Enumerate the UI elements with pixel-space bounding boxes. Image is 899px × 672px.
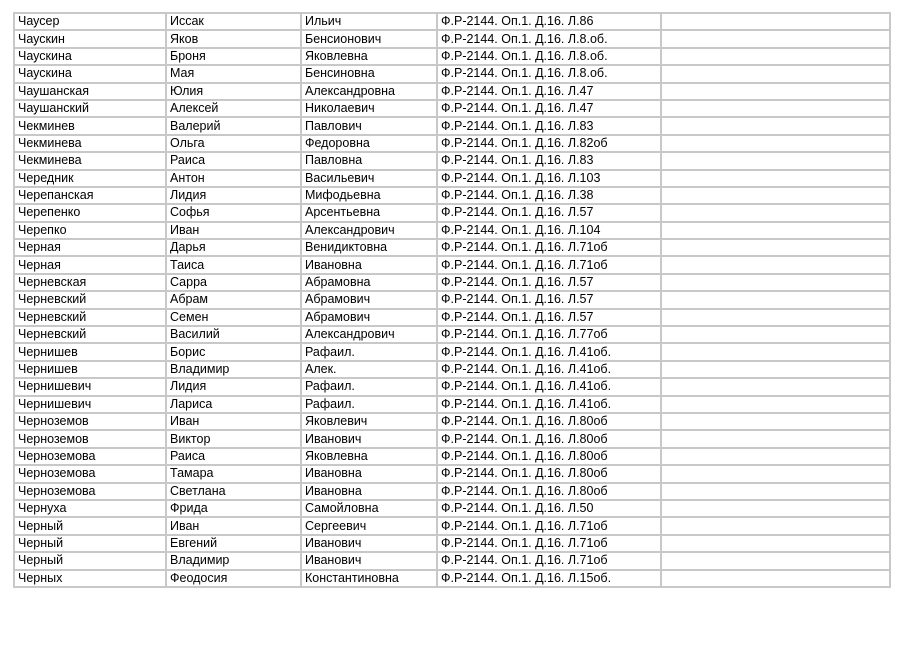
empty-cell	[661, 483, 890, 500]
surname-cell: Чернишевич	[14, 396, 166, 413]
surname-cell: Чернуха	[14, 500, 166, 517]
table-row	[14, 361, 890, 378]
table-row	[14, 187, 890, 204]
patronymic-cell: Рафаил.	[301, 396, 437, 413]
empty-cell	[661, 274, 890, 291]
patronymic-cell: Васильевич	[301, 170, 437, 187]
archive-reference-cell: Ф.Р-2144. Оп.1. Д.16. Л.71об	[437, 552, 661, 569]
empty-cell	[661, 152, 890, 169]
empty-cell	[661, 30, 890, 47]
archive-reference-cell: Ф.Р-2144. Оп.1. Д.16. Л.80об	[437, 483, 661, 500]
given-name-cell: Иссак	[166, 13, 301, 30]
table-row	[14, 378, 890, 395]
surname-cell: Черноземов	[14, 413, 166, 430]
table-row	[14, 100, 890, 117]
table-row	[14, 204, 890, 221]
patronymic-cell: Абрамовна	[301, 274, 437, 291]
archive-reference-cell: Ф.Р-2144. Оп.1. Д.16. Л.77об	[437, 326, 661, 343]
table-row	[14, 256, 890, 273]
table-row	[14, 430, 890, 447]
patronymic-cell: Александровна	[301, 83, 437, 100]
surname-cell: Черный	[14, 535, 166, 552]
table-row	[14, 552, 890, 569]
given-name-cell: Антон	[166, 170, 301, 187]
surname-cell: Черноземова	[14, 465, 166, 482]
given-name-cell: Валерий	[166, 117, 301, 134]
empty-cell	[661, 291, 890, 308]
empty-cell	[661, 204, 890, 221]
given-name-cell: Василий	[166, 326, 301, 343]
archive-reference-cell: Ф.Р-2144. Оп.1. Д.16. Л.71об	[437, 256, 661, 273]
surname-cell: Чернишев	[14, 361, 166, 378]
surname-cell: Черноземова	[14, 483, 166, 500]
given-name-cell: Иван	[166, 222, 301, 239]
archive-reference-cell: Ф.Р-2144. Оп.1. Д.16. Л.71об	[437, 239, 661, 256]
surname-cell: Чаусер	[14, 13, 166, 30]
patronymic-cell: Абрамович	[301, 291, 437, 308]
empty-cell	[661, 48, 890, 65]
given-name-cell: Мая	[166, 65, 301, 82]
given-name-cell: Яков	[166, 30, 301, 47]
empty-cell	[661, 117, 890, 134]
table-row	[14, 239, 890, 256]
table-row	[14, 413, 890, 430]
table-row	[14, 170, 890, 187]
archive-reference-cell: Ф.Р-2144. Оп.1. Д.16. Л.41об.	[437, 378, 661, 395]
archive-reference-cell: Ф.Р-2144. Оп.1. Д.16. Л.82об	[437, 135, 661, 152]
table-row	[14, 13, 890, 30]
surname-cell: Черневский	[14, 291, 166, 308]
empty-cell	[661, 187, 890, 204]
empty-cell	[661, 396, 890, 413]
surname-cell: Чередник	[14, 170, 166, 187]
surname-cell: Чаушанский	[14, 100, 166, 117]
surname-cell: Черный	[14, 552, 166, 569]
records-table	[13, 12, 891, 588]
table-row	[14, 326, 890, 343]
patronymic-cell: Иванович	[301, 535, 437, 552]
archive-reference-cell: Ф.Р-2144. Оп.1. Д.16. Л.57	[437, 204, 661, 221]
archive-reference-cell: Ф.Р-2144. Оп.1. Д.16. Л.8.об.	[437, 65, 661, 82]
surname-cell: Черноземова	[14, 448, 166, 465]
patronymic-cell: Александрович	[301, 326, 437, 343]
table-row	[14, 222, 890, 239]
empty-cell	[661, 535, 890, 552]
surname-cell: Чекминев	[14, 117, 166, 134]
table-row	[14, 65, 890, 82]
given-name-cell: Фрида	[166, 500, 301, 517]
patronymic-cell: Яковлевна	[301, 48, 437, 65]
given-name-cell: Алексей	[166, 100, 301, 117]
given-name-cell: Софья	[166, 204, 301, 221]
archive-reference-cell: Ф.Р-2144. Оп.1. Д.16. Л.41об.	[437, 343, 661, 360]
surname-cell: Чаускина	[14, 48, 166, 65]
patronymic-cell: Сергеевич	[301, 517, 437, 534]
given-name-cell: Лидия	[166, 187, 301, 204]
archive-reference-cell: Ф.Р-2144. Оп.1. Д.16. Л.83	[437, 117, 661, 134]
given-name-cell: Иван	[166, 517, 301, 534]
patronymic-cell: Федоровна	[301, 135, 437, 152]
archive-reference-cell: Ф.Р-2144. Оп.1. Д.16. Л.8.об.	[437, 48, 661, 65]
archive-reference-cell: Ф.Р-2144. Оп.1. Д.16. Л.103	[437, 170, 661, 187]
empty-cell	[661, 65, 890, 82]
given-name-cell: Броня	[166, 48, 301, 65]
surname-cell: Черная	[14, 256, 166, 273]
archive-reference-cell: Ф.Р-2144. Оп.1. Д.16. Л.80об	[437, 413, 661, 430]
archive-reference-cell: Ф.Р-2144. Оп.1. Д.16. Л.104	[437, 222, 661, 239]
archive-reference-cell: Ф.Р-2144. Оп.1. Д.16. Л.47	[437, 83, 661, 100]
archive-reference-cell: Ф.Р-2144. Оп.1. Д.16. Л.47	[437, 100, 661, 117]
table-row	[14, 535, 890, 552]
empty-cell	[661, 500, 890, 517]
archive-reference-cell: Ф.Р-2144. Оп.1. Д.16. Л.83	[437, 152, 661, 169]
archive-reference-cell: Ф.Р-2144. Оп.1. Д.16. Л.71об	[437, 535, 661, 552]
archive-reference-cell: Ф.Р-2144. Оп.1. Д.16. Л.8.об.	[437, 30, 661, 47]
given-name-cell: Лидия	[166, 378, 301, 395]
surname-cell: Чернишевич	[14, 378, 166, 395]
empty-cell	[661, 448, 890, 465]
surname-cell: Чернишев	[14, 343, 166, 360]
archive-reference-cell: Ф.Р-2144. Оп.1. Д.16. Л.41об.	[437, 396, 661, 413]
surname-cell: Чаускин	[14, 30, 166, 47]
patronymic-cell: Ивановна	[301, 256, 437, 273]
table-row	[14, 48, 890, 65]
empty-cell	[661, 13, 890, 30]
surname-cell: Черневский	[14, 309, 166, 326]
patronymic-cell: Мифодьевна	[301, 187, 437, 204]
given-name-cell: Раиса	[166, 152, 301, 169]
archive-reference-cell: Ф.Р-2144. Оп.1. Д.16. Л.86	[437, 13, 661, 30]
table-row	[14, 500, 890, 517]
surname-cell: Черневский	[14, 326, 166, 343]
patronymic-cell: Константиновна	[301, 570, 437, 587]
empty-cell	[661, 83, 890, 100]
surname-cell: Чекминева	[14, 152, 166, 169]
table-row	[14, 117, 890, 134]
surname-cell: Черепенко	[14, 204, 166, 221]
patronymic-cell: Александрович	[301, 222, 437, 239]
table-row	[14, 517, 890, 534]
table-row	[14, 291, 890, 308]
archive-reference-cell: Ф.Р-2144. Оп.1. Д.16. Л.80об	[437, 448, 661, 465]
given-name-cell: Сарра	[166, 274, 301, 291]
given-name-cell: Владимир	[166, 361, 301, 378]
table-row	[14, 30, 890, 47]
patronymic-cell: Ильич	[301, 13, 437, 30]
archive-reference-cell: Ф.Р-2144. Оп.1. Д.16. Л.15об.	[437, 570, 661, 587]
surname-cell: Черный	[14, 517, 166, 534]
table-row	[14, 448, 890, 465]
empty-cell	[661, 343, 890, 360]
patronymic-cell: Алек.	[301, 361, 437, 378]
table-row	[14, 152, 890, 169]
surname-cell: Черепко	[14, 222, 166, 239]
empty-cell	[661, 361, 890, 378]
given-name-cell: Виктор	[166, 430, 301, 447]
empty-cell	[661, 239, 890, 256]
surname-cell: Чаушанская	[14, 83, 166, 100]
given-name-cell: Ольга	[166, 135, 301, 152]
table-row	[14, 309, 890, 326]
patronymic-cell: Арсентьевна	[301, 204, 437, 221]
empty-cell	[661, 552, 890, 569]
archive-reference-cell: Ф.Р-2144. Оп.1. Д.16. Л.50	[437, 500, 661, 517]
given-name-cell: Семен	[166, 309, 301, 326]
patronymic-cell: Самойловна	[301, 500, 437, 517]
table-row	[14, 343, 890, 360]
given-name-cell: Абрам	[166, 291, 301, 308]
empty-cell	[661, 100, 890, 117]
table-row	[14, 83, 890, 100]
empty-cell	[661, 517, 890, 534]
patronymic-cell: Павлович	[301, 117, 437, 134]
archive-reference-cell: Ф.Р-2144. Оп.1. Д.16. Л.57	[437, 291, 661, 308]
surname-cell: Чекминева	[14, 135, 166, 152]
table-row	[14, 465, 890, 482]
archive-reference-cell: Ф.Р-2144. Оп.1. Д.16. Л.41об.	[437, 361, 661, 378]
records-table-body	[14, 13, 890, 587]
patronymic-cell: Яковлевич	[301, 413, 437, 430]
given-name-cell: Борис	[166, 343, 301, 360]
table-row	[14, 274, 890, 291]
patronymic-cell: Рафаил.	[301, 378, 437, 395]
surname-cell: Черная	[14, 239, 166, 256]
surname-cell: Чаускина	[14, 65, 166, 82]
patronymic-cell: Венидиктовна	[301, 239, 437, 256]
given-name-cell: Лариса	[166, 396, 301, 413]
empty-cell	[661, 430, 890, 447]
table-row	[14, 396, 890, 413]
empty-cell	[661, 256, 890, 273]
archive-reference-cell: Ф.Р-2144. Оп.1. Д.16. Л.57	[437, 309, 661, 326]
given-name-cell: Евгений	[166, 535, 301, 552]
empty-cell	[661, 135, 890, 152]
given-name-cell: Светлана	[166, 483, 301, 500]
empty-cell	[661, 309, 890, 326]
surname-cell: Черневская	[14, 274, 166, 291]
surname-cell: Черноземов	[14, 430, 166, 447]
empty-cell	[661, 326, 890, 343]
given-name-cell: Раиса	[166, 448, 301, 465]
patronymic-cell: Иванович	[301, 430, 437, 447]
patronymic-cell: Бенсионович	[301, 30, 437, 47]
given-name-cell: Юлия	[166, 83, 301, 100]
patronymic-cell: Ивановна	[301, 465, 437, 482]
given-name-cell: Владимир	[166, 552, 301, 569]
table-row	[14, 483, 890, 500]
archive-reference-cell: Ф.Р-2144. Оп.1. Д.16. Л.80об	[437, 465, 661, 482]
given-name-cell: Иван	[166, 413, 301, 430]
patronymic-cell: Бенсиновна	[301, 65, 437, 82]
given-name-cell: Дарья	[166, 239, 301, 256]
given-name-cell: Таиса	[166, 256, 301, 273]
patronymic-cell: Яковлевна	[301, 448, 437, 465]
patronymic-cell: Абрамович	[301, 309, 437, 326]
table-row	[14, 135, 890, 152]
given-name-cell: Тамара	[166, 465, 301, 482]
surname-cell: Черных	[14, 570, 166, 587]
empty-cell	[661, 570, 890, 587]
patronymic-cell: Рафаил.	[301, 343, 437, 360]
empty-cell	[661, 170, 890, 187]
empty-cell	[661, 222, 890, 239]
surname-cell: Черепанская	[14, 187, 166, 204]
patronymic-cell: Павловна	[301, 152, 437, 169]
archive-reference-cell: Ф.Р-2144. Оп.1. Д.16. Л.38	[437, 187, 661, 204]
archive-reference-cell: Ф.Р-2144. Оп.1. Д.16. Л.57	[437, 274, 661, 291]
given-name-cell: Феодосия	[166, 570, 301, 587]
empty-cell	[661, 465, 890, 482]
table-row	[14, 570, 890, 587]
patronymic-cell: Николаевич	[301, 100, 437, 117]
archive-reference-cell: Ф.Р-2144. Оп.1. Д.16. Л.71об	[437, 517, 661, 534]
empty-cell	[661, 413, 890, 430]
archive-reference-cell: Ф.Р-2144. Оп.1. Д.16. Л.80об	[437, 430, 661, 447]
patronymic-cell: Иванович	[301, 552, 437, 569]
empty-cell	[661, 378, 890, 395]
patronymic-cell: Ивановна	[301, 483, 437, 500]
